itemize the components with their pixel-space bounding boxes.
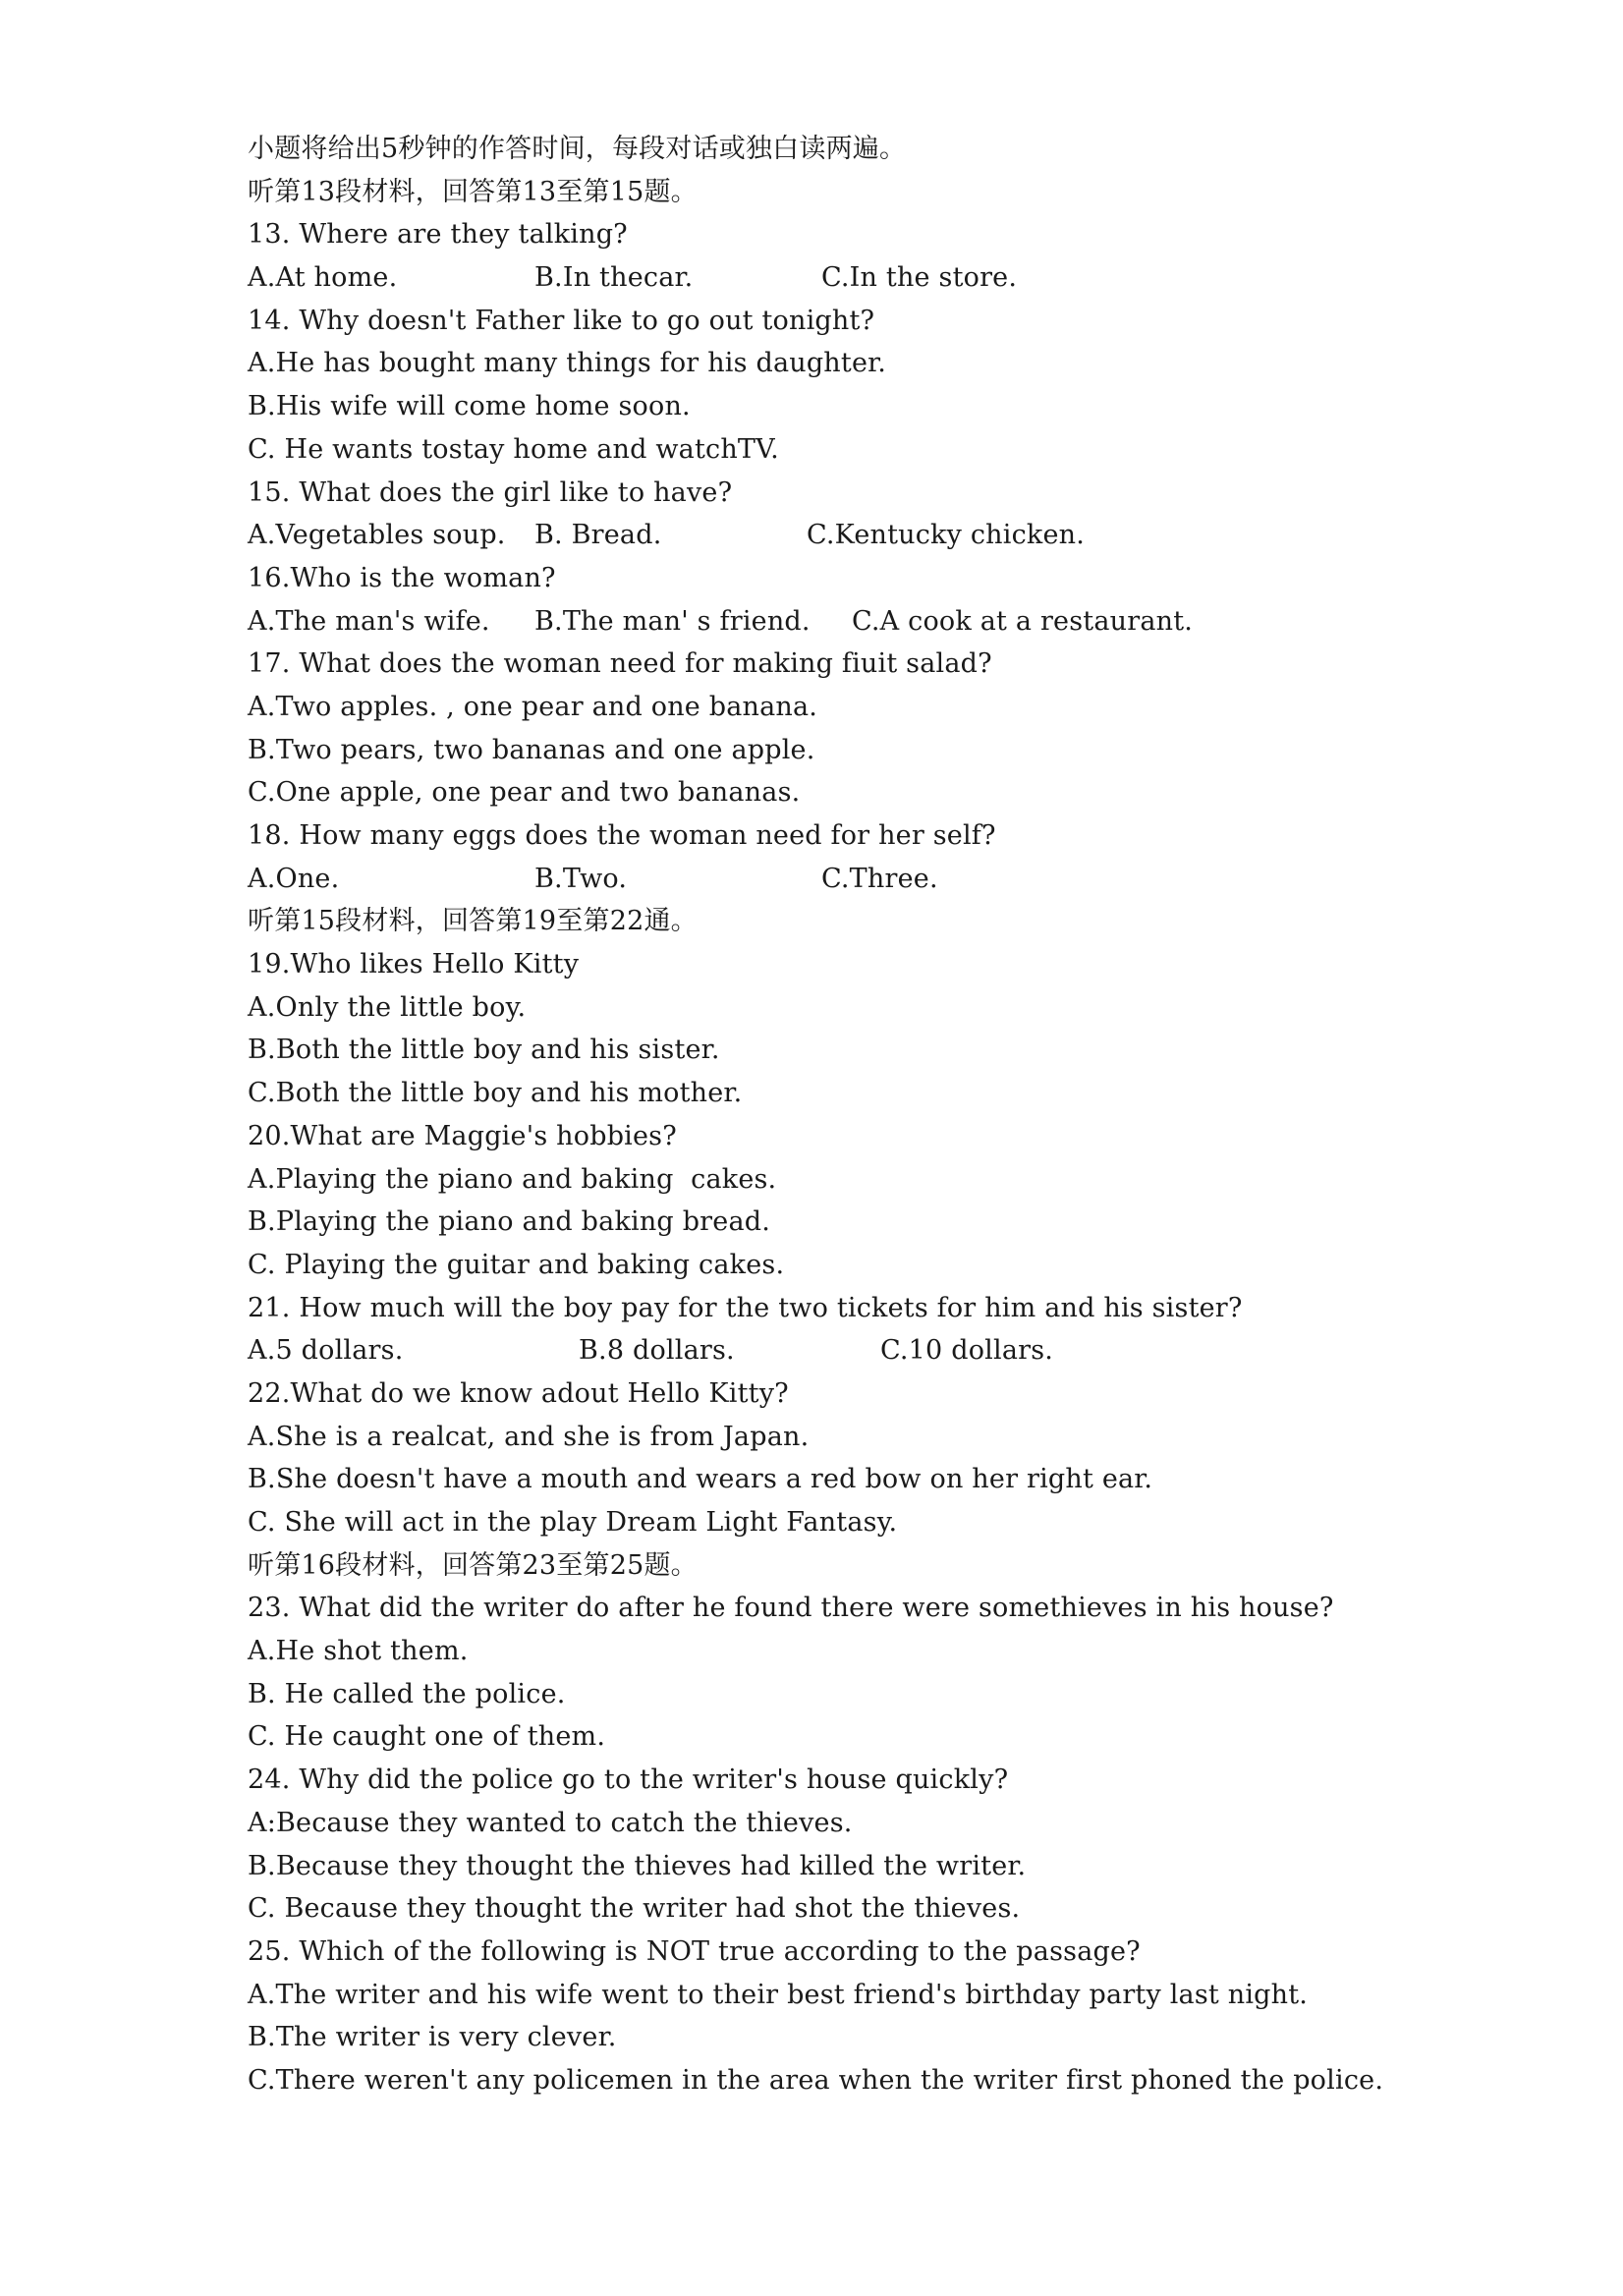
question-15-options [248, 514, 1525, 557]
option-b: B. He called the police. [248, 1678, 566, 1709]
option-b: B.Both the little boy and his sister. [248, 1035, 720, 1066]
question-13: 13. Where are they talking? [248, 219, 628, 251]
option-b: B.She doesn't have a mouth and wears a red bow on her right ear. [248, 1464, 1153, 1495]
option-b: B.Playing the piano and baking bread. [248, 1206, 771, 1238]
question-18: 18. How many eggs does the woman need for her self? [248, 820, 996, 851]
question-16: 16.Who is the woman? [248, 562, 556, 593]
option-c: C. Playing the guitar and baking cakes. [248, 1249, 785, 1280]
option-a: A.Playing the piano and baking cakes. [248, 1163, 777, 1195]
section-13-heading: 听第13段材料，回答第13至第15题。 [248, 176, 698, 207]
option-c: C.10 dollars. [880, 1335, 1054, 1367]
option-a: A.The writer and his wife went to their best friend's birthday party last night. [248, 1979, 1309, 2010]
section-16-heading: 听第16段材料，回答第23至第25题。 [248, 1549, 698, 1581]
option-a: A.She is a realcat, and she is from Japan. [248, 1421, 810, 1452]
option-a: A.5 dollars. [248, 1335, 404, 1367]
option-b: B.Because they thought the thieves had killed the writer. [248, 1850, 1027, 1881]
option-a: A.Two apples. , one pear and one banana. [248, 691, 818, 722]
question-22: 22.What do we know adout Hello Kitty? [248, 1377, 789, 1409]
question-19: 19.Who likes Hello Kitty [248, 949, 580, 980]
section-15-heading: 听第15段材料，回答第19至第22通。 [248, 906, 698, 937]
option-c: C.One apple, one pear and two bananas. [248, 777, 801, 809]
option-b: B.Two pears, two bananas and one apple. [248, 734, 815, 765]
option-a: A.The man's wife. [248, 605, 490, 637]
option-c: C.Kentucky chicken. [807, 520, 1086, 551]
option-c: C.Both the little boy and his mother. [248, 1078, 743, 1109]
question-21: 21. How much will the boy pay for the two tickets for him and his sister? [248, 1292, 1243, 1323]
intro-text: 小题将给出5秒钟的作答时间，每段对话或独白读两遍。 [248, 134, 907, 164]
option-a: A.He has bought many things for his daughter. [248, 348, 887, 379]
option-a: A.Vegetables soup. [248, 520, 506, 551]
option-b: B.8 dollars. [579, 1335, 735, 1367]
option-c: C.There weren't any policemen in the area when the writer first phoned the police. [248, 2064, 1384, 2096]
option-c: C. He caught one of them. [248, 1721, 606, 1753]
option-a: A:Because they wanted to catch the thieves. [248, 1807, 853, 1838]
question-13-options [248, 256, 1525, 300]
option-b: B.His wife will come home soon. [248, 391, 691, 422]
question-18-options [248, 858, 1525, 901]
question-15: 15. What does the girl like to have? [248, 476, 733, 508]
option-a: A.Only the little boy. [248, 991, 527, 1023]
question-25: 25. Which of the following is NOT true according to the passage? [248, 1935, 1141, 1967]
question-23: 23. What did the writer do after he found there were somethieves in his house? [248, 1593, 1334, 1624]
question-16-options [248, 600, 1525, 644]
option-c: C.A cook at a restaurant. [852, 605, 1194, 637]
question-17: 17. What does the woman need for making fiuit salad? [248, 648, 992, 680]
option-b: B.Two. [534, 863, 628, 894]
question-21-options [248, 1329, 1525, 1372]
option-b: B. Bread. [534, 520, 662, 551]
option-a: A.He shot them. [248, 1636, 469, 1667]
option-c: C. She will act in the play Dream Light Fantasy. [248, 1507, 898, 1538]
option-c: C. Because they thought the writer had shot the thieves. [248, 1893, 1021, 1925]
question-20: 20.What are Maggie's hobbies? [248, 1120, 677, 1151]
option-b: B.The writer is very clever. [248, 2022, 617, 2053]
question-24: 24. Why did the police go to the writer's house quickly? [248, 1764, 1009, 1796]
option-a: A.One. [248, 863, 340, 894]
listening-questions [248, 128, 1525, 2102]
option-c: C.In the store. [821, 262, 1018, 294]
option-c: C. He wants tostay home and watchTV. [248, 433, 779, 465]
option-b: B.In thecar. [534, 262, 694, 294]
option-b: B.The man' s friend. [534, 605, 811, 637]
option-a: A.At home. [248, 262, 398, 294]
option-c: C.Three. [821, 863, 938, 894]
question-14: 14. Why doesn't Father like to go out tonight? [248, 305, 875, 336]
